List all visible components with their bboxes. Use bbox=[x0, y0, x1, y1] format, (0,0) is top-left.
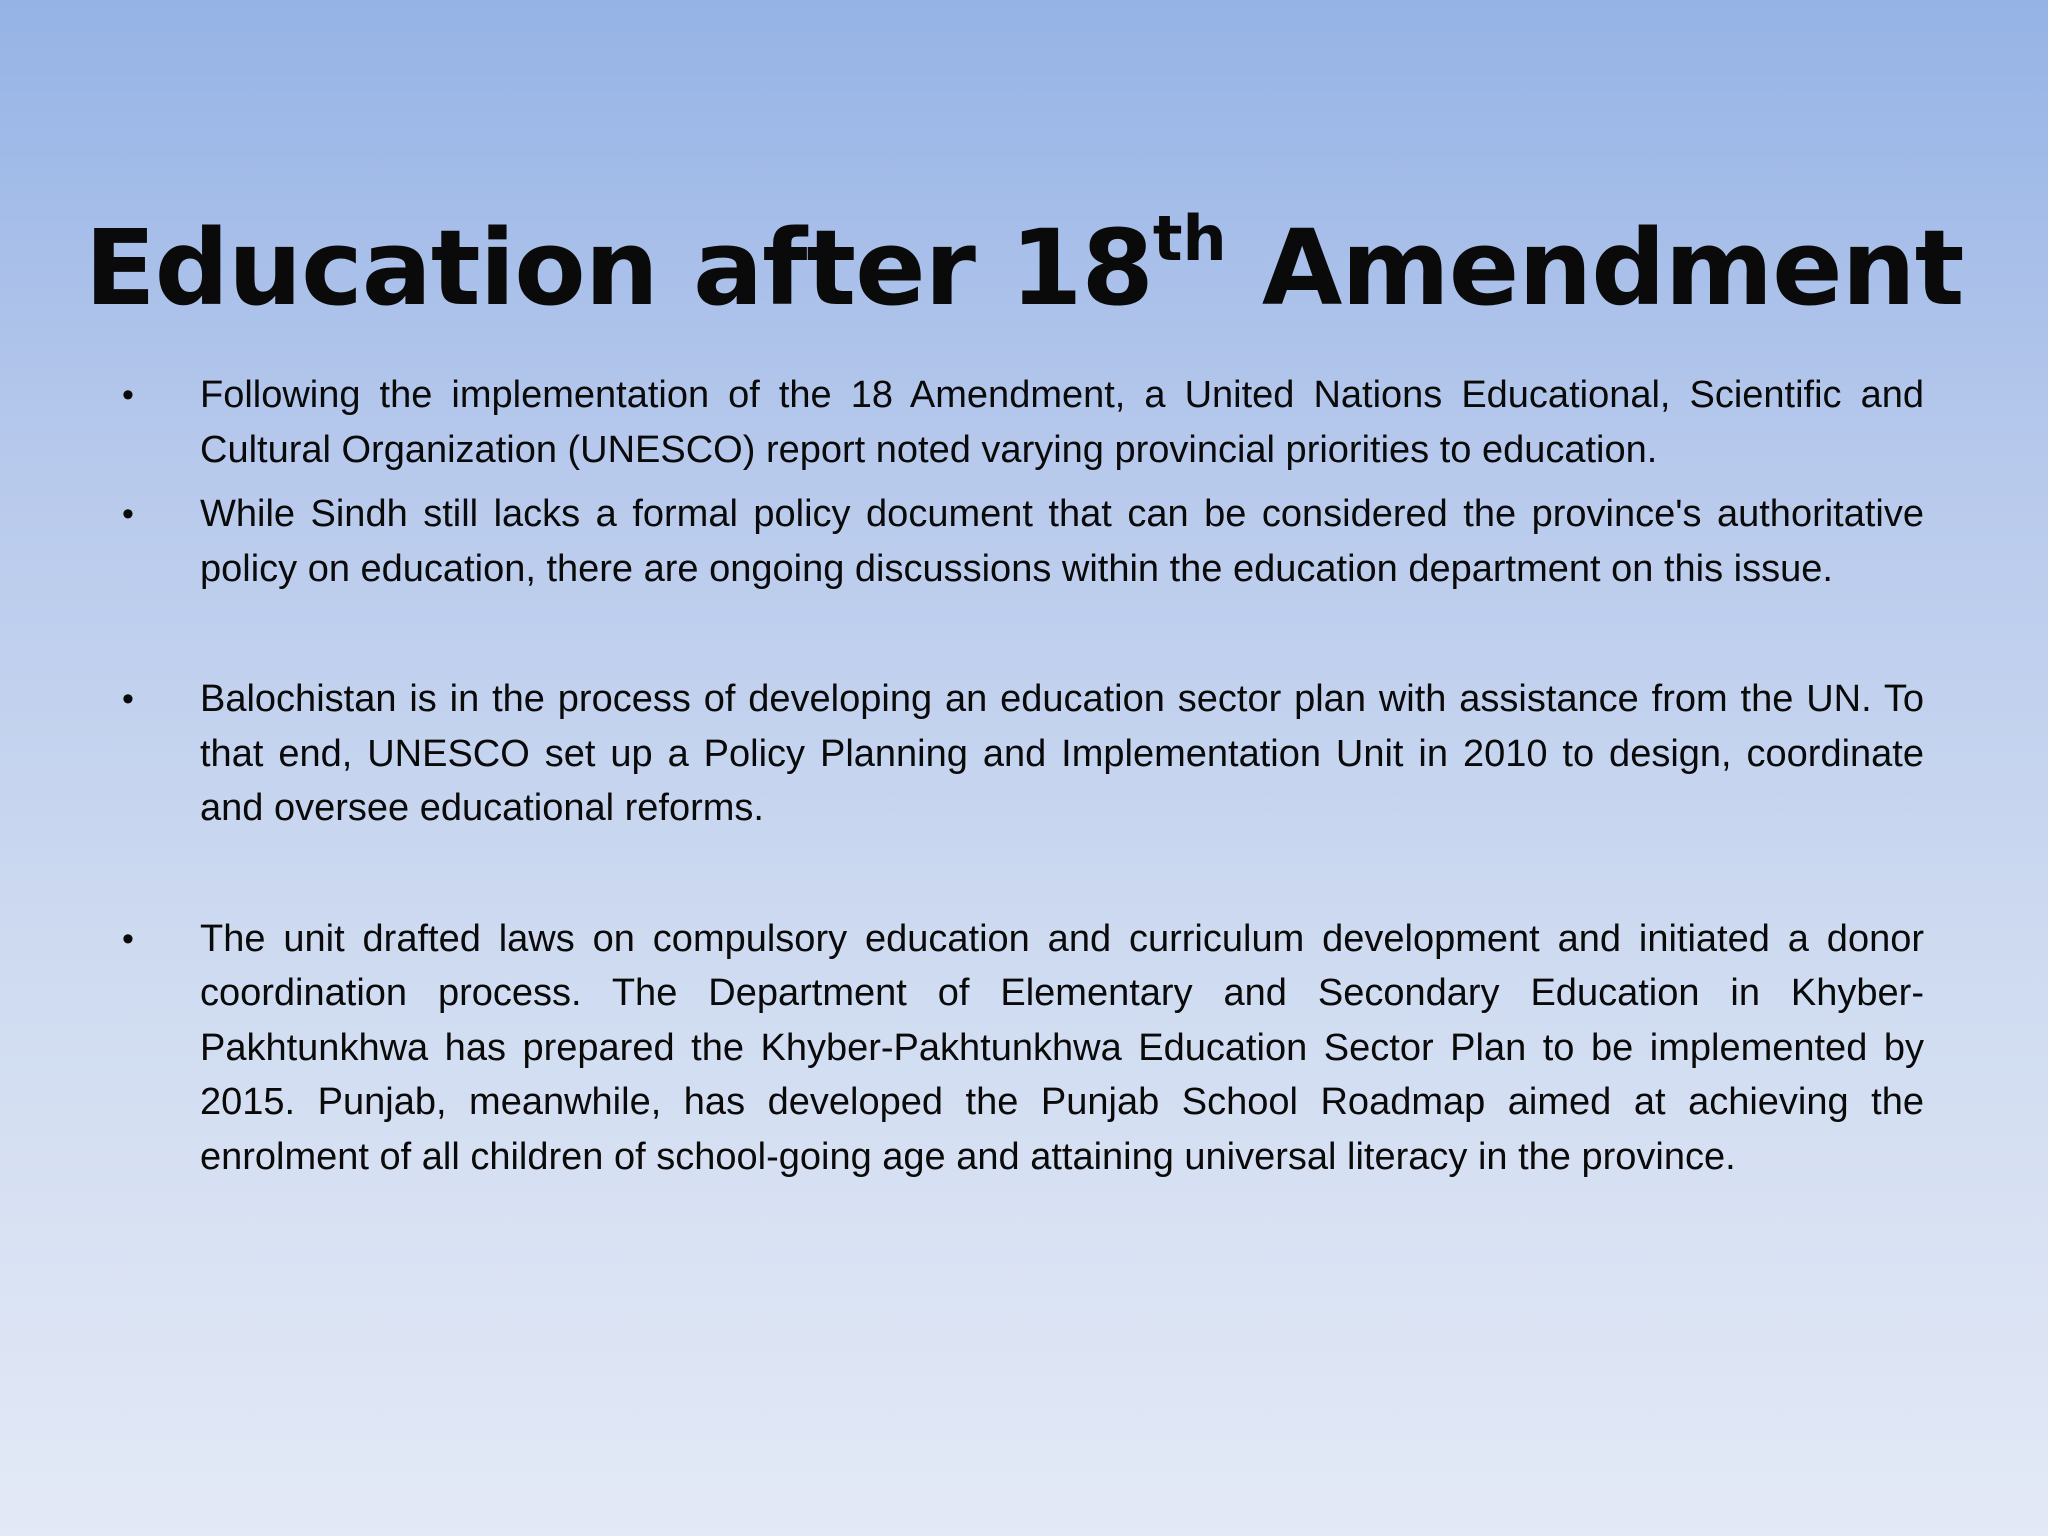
bullet-item-kp-punjab: • The unit drafted laws on compulsory education and curriculum development and initiated a donor coordination process. The Department of Elementary and Secondary Education in Khyber-Pakhtunkhwa has prepared the Khyber-Pakhtunkhwa Education Sector Plan to be implemented by 2015. Punjab, meanwhile, has developed the Punjab School Roadmap aimed at achieving the enrolment of all children of school-going age and attaining universal literacy in the province. bbox=[200, 912, 1924, 1185]
title-superscript: th bbox=[1152, 201, 1227, 275]
title-main: Education after 18 bbox=[84, 206, 1153, 329]
bullet-list bbox=[200, 368, 1924, 1184]
slide-title bbox=[0, 198, 2048, 338]
title-suffix: Amendment bbox=[1226, 206, 1964, 329]
bullet-item-sindh: • While Sindh still lacks a formal policy document that can be considered the province's authoritative policy on education, there are ongoing discussions within the education department on this issue. bbox=[200, 487, 1924, 596]
bullet-item-balochistan: • Balochistan is in the process of developing an education sector plan with assistance from the UN. To that end, UNESCO set up a Policy Planning and Implementation Unit in 2010 to design, coordinate and oversee educational reforms. bbox=[200, 672, 1924, 836]
bullet-item-unesco-report: • Following the implementation of the 18 Amendment, a United Nations Educational, Scientific and Cultural Organization (UNESCO) report noted varying provincial priorities to education. bbox=[200, 368, 1924, 477]
